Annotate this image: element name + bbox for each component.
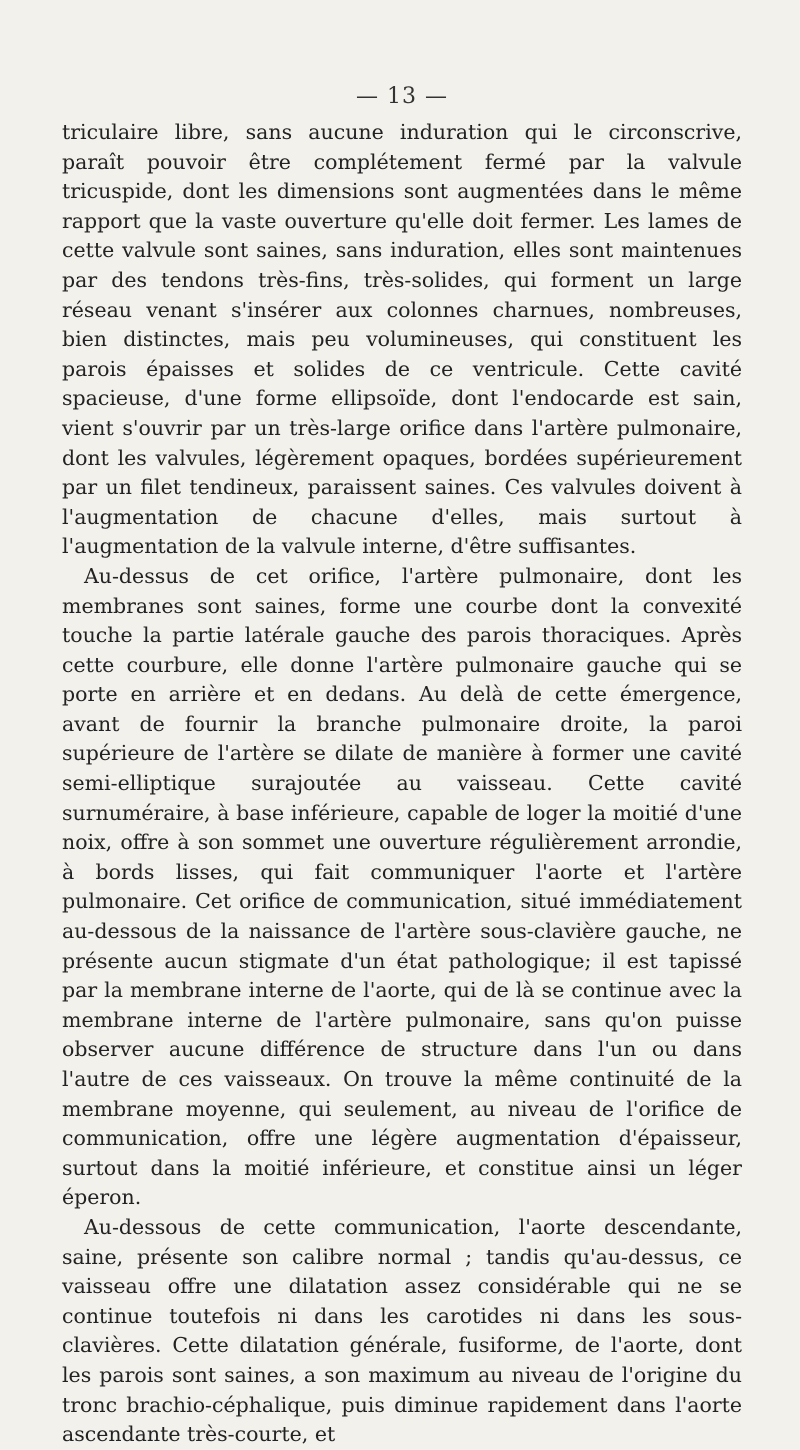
paragraph-1: triculaire libre, sans aucune induration qui le circonscrive, paraît pouvoir être complétement fermé par la valvule tricuspide, dont les dimensions sont augmentées dans le même rapport que la vaste ouverture qu'elle doit fermer. Les lames de cette valvule sont saines, sans induration, elles sont maintenues par des tendons très-fins, très-solides, qui forment un large réseau venant s'insérer aux colonnes charnues, nombreuses, bien distinctes, mais peu volumineuses, qui constituent les parois épaisses et solides de ce ventricule. Cette cavité spacieuse, d'une forme ellipsoïde, dont l'endocarde est sain, vient s'ouvrir par un très-large orifice dans l'artère pulmonaire, dont les valvules, légèrement opaques, bordées supérieurement par un filet tendineux, paraissent saines. Ces valvules doivent à l'augmentation de chacune d'elles, mais surtout à l'augmentation de la valvule interne, d'être suffisantes. [62,120,742,559]
page-number: — 13 — [356,84,448,109]
document-page [62,82,742,1450]
paragraph-2: Au-dessus de cet orifice, l'artère pulmonaire, dont les membranes sont saines, forme une courbe dont la convexité touche la partie latérale gauche des parois thoraciques. Après cette courbure, elle donne l'artère pulmonaire gauche qui se porte en arrière et en dedans. Au delà de cette émergence, avant de fournir la branche pulmonaire droite, la paroi supérieure de l'artère se dilate de manière à former une cavité semi-elliptique surajoutée au vaisseau. Cette cavité surnuméraire, à base inférieure, capable de loger la moitié d'une noix, offre à son sommet une ouverture régulièrement arrondie, à bords lisses, qui fait communiquer l'aorte et l'artère pulmonaire. Cet orifice de communication, situé immédiatement au-dessous de la naissance de l'artère sous-clavière gauche, ne présente aucun stigmate d'un état pathologique; il est tapissé par la membrane interne de l'aorte, qui de là se continue avec la membrane interne de l'artère pulmonaire, sans qu'on puisse observer aucune différence de structure dans l'un ou dans l'autre de ces vaisseaux. On trouve la même continuité de la membrane moyenne, qui seulement, au niveau de l'orifice de communication, offre une légère augmentation d'épaisseur, surtout dans la moitié inférieure, et constitue ainsi un léger éperon. [62,563,742,1210]
page-body [62,118,742,1450]
paragraph-3: Au-dessous de cette communication, l'aorte descendante, saine, présente son calibre normal ; tandis qu'au-dessus, ce vaisseau offre une dilatation assez considérable qui ne se continue toutefois ni dans les carotides ni dans les sous-clavières. Cette dilatation générale, fusiforme, de l'aorte, dont les parois sont saines, a son maximum au niveau de l'origine du tronc brachio-céphalique, puis diminue rapidement dans l'aorte ascendante très-courte, et [62,1214,742,1447]
